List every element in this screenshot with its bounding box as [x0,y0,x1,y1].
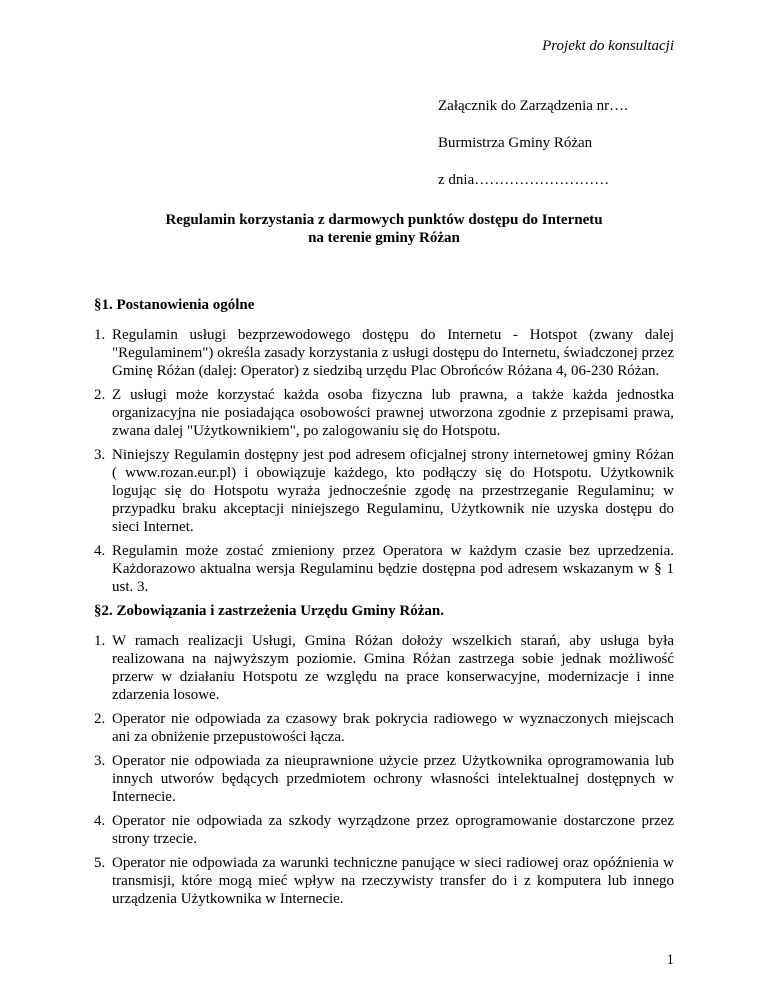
item-number: 3. [94,447,106,463]
item-number: 2. [94,387,106,403]
item-number: 4. [94,813,106,829]
list-item [94,386,674,440]
list-item [94,632,674,704]
item-number: 4. [94,543,106,559]
item-number: 1. [94,327,106,343]
section-1-list [94,326,674,596]
item-number: 3. [94,753,106,769]
annex-block [438,98,628,209]
title-line-2: na terenie gminy Różan [308,230,460,246]
item-text: W ramach realizacji Usługi, Gmina Różan dołoży wszelkich starań, aby usługa była realizowana na najwyższym poziomie. Gmina Różan zastrzega sobie jednak możliwość przerw w działaniu Hotspotu ze względu na prace konserwacyjne, modernizacje i inne zdarzenia losowe. [112,633,674,703]
document-body [94,296,674,914]
item-text: Operator nie odpowiada za szkody wyrządzone przez oprogramowanie dostarczone przez strony trzecie. [112,813,674,847]
list-item [94,812,674,848]
annex-line-2: Burmistrza Gminy Różan [438,135,593,151]
list-item [94,446,674,536]
item-number: 2. [94,711,106,727]
list-item [94,854,674,908]
header-note: Projekt do konsultacji [542,38,674,54]
item-text: Operator nie odpowiada za warunki techniczne panujące w sieci radiowej oraz opóźnienia w transmisji, które mogą mieć wpływ na rzeczywisty transfer do i z komputera lub innego urządzenia Użytkownika w Internecie. [112,855,674,907]
item-text: Regulamin usługi bezprzewodowego dostępu do Internetu - Hotspot (zwany dalej "Regulaminem") określa zasady korzystania z usługi dostępu do Internetu, świadczonej przez Gminę Różan (dalej: Operator) z siedzibą urzędu Plac Obrońców Różana 4, 06-230 Różan. [112,327,674,379]
item-text: Regulamin może zostać zmieniony przez Operatora w każdym czasie bez uprzedzenia. Każdorazowo aktualna wersja Regulaminu będzie dostępna pod adresem wskazanym w § 1 ust. 3. [112,543,674,595]
page-number: 1 [666,952,674,968]
document-title [0,211,768,247]
section-2-list [94,632,674,908]
item-number: 5. [94,855,106,871]
list-item [94,542,674,596]
list-item [94,710,674,746]
item-text: Z usługi może korzystać każda osoba fizyczna lub prawna, a także każda jednostka organizacyjna nie posiadająca osobowości prawnej utworzona zgodnie z przepisami prawa, zwana dalej "Użytkownikiem", po zalogowaniu się do Hotspotu. [112,387,674,439]
section-2-heading: §2. Zobowiązania i zastrzeżenia Urzędu Gminy Różan. [94,603,444,619]
title-line-1: Regulamin korzystania z darmowych punktów dostępu do Internetu [165,212,603,228]
item-text: Niniejszy Regulamin dostępny jest pod adresem oficjalnej strony internetowej gminy Różan ( www.rozan.eur.pl) i obowiązuje każdego, kto podłączy się do Hotspotu. Użytkownik logując się do Hotspotu wyraża jednocześnie zgodę na przestrzeganie Regulaminu; w przypadku braku akceptacji niniejszego Regulaminu, Użytkownik nie uzyska dostępu do sieci Internet. [112,447,674,535]
item-number: 1. [94,633,106,649]
item-text: Operator nie odpowiada za czasowy brak pokrycia radiowego w wyznaczonych miejscach ani za obniżenie przepustowości łącza. [112,711,674,745]
annex-line-1: Załącznik do Zarządzenia nr…. [438,98,628,114]
list-item [94,752,674,806]
item-text: Operator nie odpowiada za nieuprawnione użycie przez Użytkownika oprogramowania lub innych utworów będących przedmiotem ochrony własności intelektualnej dostępnych w Internecie. [112,753,674,805]
section-1-heading: §1. Postanowienia ogólne [94,297,255,313]
annex-line-3: z dnia……………………… [438,172,610,188]
list-item [94,326,674,380]
